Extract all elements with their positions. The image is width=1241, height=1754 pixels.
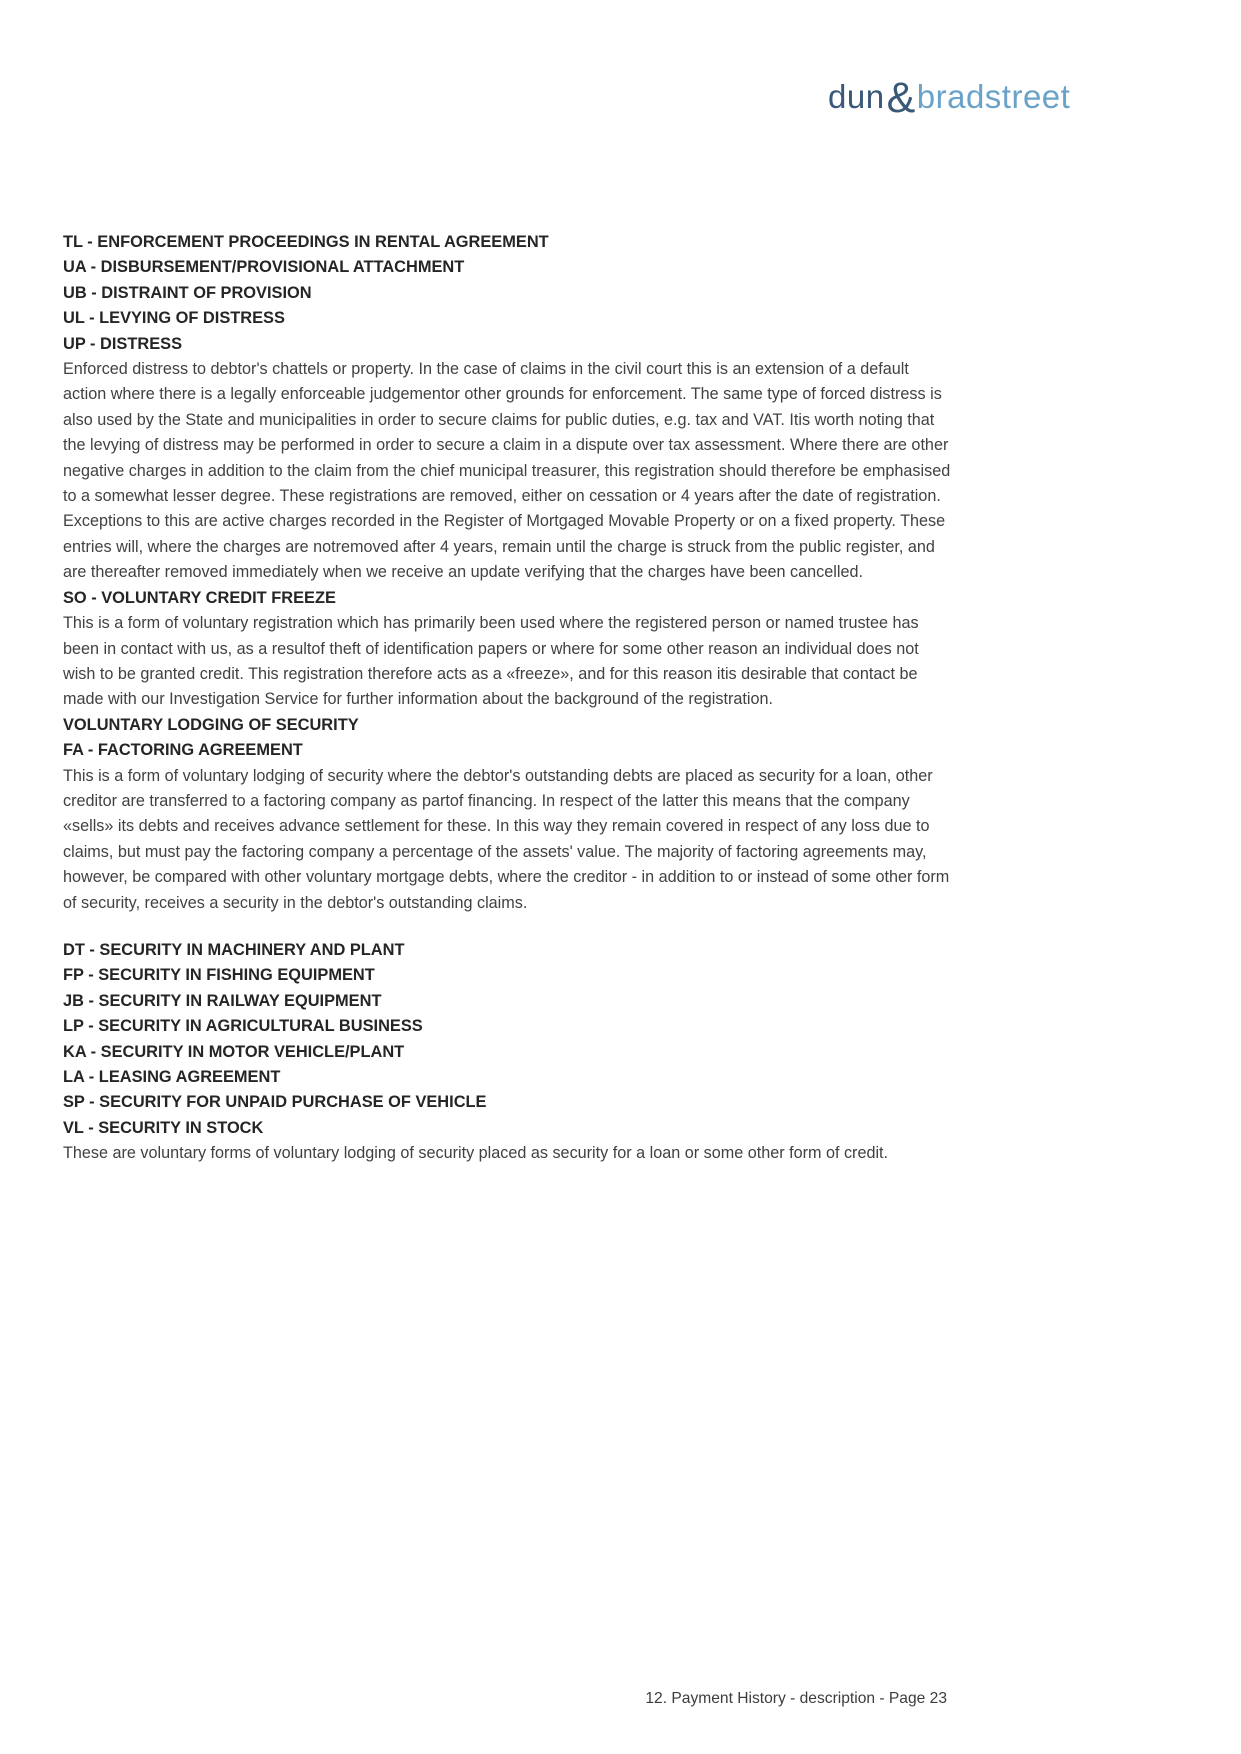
- distress-paragraph: Enforced distress to debtor's chattels or property. In the case of claims in the civil court this is an extension of a default action where there is a legally enforceable judgementor other grounds for enforcement. The same type of forced distress is also used by the State and municipalities in order to secure claims for public duties, e.g. tax and VAT. Itis worth noting that the levying of distress may be performed in order to secure a claim in a dispute over tax assessment. Where there are other negative charges in addition to the claim from the chief municipal treasurer, this registration should therefore be emphasised to a somewhat lesser degree. These registrations are removed, either on cessation or 4 years after the date of registration. Exceptions to this are active charges recorded in the Register of Mortgaged Movable Property or on a fixed property. These entries will, where the charges are notremoved after 4 years, remain until the charge is struck from the public register, and are thereafter removed immediately when we receive an update verifying that the charges have been cancelled.: [63, 360, 951, 582]
- logo-word-dun: dun: [828, 78, 885, 115]
- security-heading-list: [63, 938, 955, 1141]
- heading-ka-motor-vehicle: KA - SECURITY IN MOTOR VEHICLE/PLANT: [63, 1042, 405, 1061]
- logo-ampersand-icon: &: [886, 74, 916, 122]
- heading-la-leasing: LA - LEASING AGREEMENT: [63, 1068, 281, 1086]
- footer-text: 12. Payment History - description - Page 23: [645, 1690, 947, 1707]
- heading-ul-levying: UL - LEVYING OF DISTRESS: [63, 309, 285, 328]
- heading-fp-fishing: FP - SECURITY IN FISHING EQUIPMENT: [63, 966, 375, 985]
- heading-lp-agricultural: LP - SECURITY IN AGRICULTURAL BUSINESS: [63, 1017, 423, 1036]
- credit-freeze-heading: SO - VOLUNTARY CREDIT FREEZE: [63, 588, 336, 607]
- document-body: [63, 230, 955, 1167]
- factoring-heading: FA - FACTORING AGREEMENT: [63, 741, 303, 760]
- security-paragraph: These are voluntary forms of voluntary lodging of security placed as security for a loan or some other form of credit.: [63, 1144, 889, 1163]
- heading-vl-stock: VL - SECURITY IN STOCK: [63, 1118, 264, 1137]
- page-footer: [645, 1689, 947, 1709]
- credit-freeze-paragraph: This is a form of voluntary registration which has primarily been used where the registered person or named trustee has been in contact with us, as a resultof theft of identification papers or where for some other reason an individual does not wish to be granted credit. This registration therefore acts as a «freeze», and for this reason itis desirable that contact be made with our Investigation Service for further information about the background of the registration.: [63, 614, 919, 709]
- dun-bradstreet-logo: [828, 74, 1071, 122]
- heading-ua-disbursement: UA - DISBURSEMENT/PROVISIONAL ATTACHMENT: [63, 258, 465, 277]
- heading-jb-railway: JB - SECURITY IN RAILWAY EQUIPMENT: [63, 991, 382, 1010]
- heading-dt-machinery: DT - SECURITY IN MACHINERY AND PLANT: [63, 940, 405, 959]
- factoring-paragraph: This is a form of voluntary lodging of security where the debtor's outstanding debts are placed as security for a loan, other creditor are transferred to a factoring company as partof financing. In respect of the latter this means that the company «sells» its debts and receives advance settlement for these. In this way they remain covered in respect of any loss due to claims, but must pay the factoring company a percentage of the assets' value. The majority of factoring agreements may, however, be compared with other voluntary mortgage debts, where the creditor - in addition to or instead of some other form of security, receives a security in the debtor's outstanding claims.: [63, 766, 950, 912]
- heading-ub-distraint: UB - DISTRAINT OF PROVISION: [63, 283, 312, 302]
- enforcement-heading-list: [63, 230, 955, 357]
- section-title-voluntary-lodging: VOLUNTARY LODGING OF SECURITY: [63, 715, 359, 734]
- heading-sp-unpaid-purchase: SP - SECURITY FOR UNPAID PURCHASE OF VEHICLE: [63, 1093, 487, 1112]
- heading-up-distress: UP - DISTRESS: [63, 334, 183, 353]
- heading-tl-enforcement-proceedings: TL - ENFORCEMENT PROCEEDINGS IN RENTAL AGREEMENT: [63, 233, 549, 251]
- logo-word-bradstreet: bradstreet: [916, 78, 1071, 115]
